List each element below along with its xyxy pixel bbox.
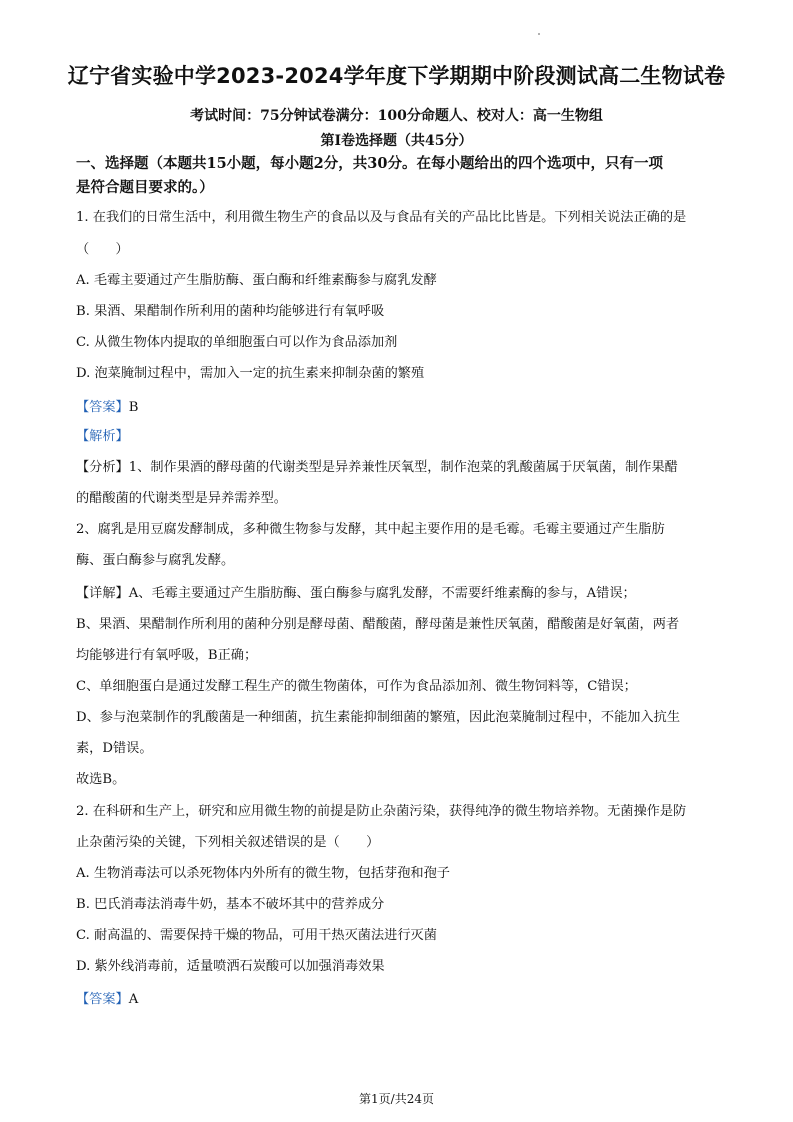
- fenxi-tag: 【分析】: [76, 460, 129, 475]
- q1-xiangjie-line-5: D、参与泡菜制作的乳酸菌是一种细菌，抗生素能抑制细菌的繁殖，因此泡菜腌制过程中，不能加入抗生: [76, 710, 681, 725]
- page-footer: 第1页/共24页: [359, 1092, 434, 1106]
- xiangjie-tag: 【详解】: [76, 586, 129, 601]
- analysis-tag: 【解析】: [76, 429, 129, 444]
- q1-answer: [76, 396, 726, 415]
- q1-xiangjie-line-2: B、果酒、果醋制作所利用的菌种分别是酵母菌、醋酸菌，酵母菌是兼性厌氧菌，醋酸菌是好氧菌，两者: [76, 617, 680, 632]
- q1-fenxi-line-1: [76, 456, 726, 475]
- exam-info: 考试时间：75分钟试卷满分：100分命题人、校对人：高一生物组: [190, 108, 603, 124]
- q1-xiangjie-line-3: 均能够进行有氧呼吸，B正确；: [76, 648, 258, 663]
- answer-value: A: [128, 992, 139, 1007]
- q2-stem-line-2: 止杂菌污染的关键，下列相关叙述错误的是（ ）: [76, 835, 380, 850]
- q1-option-b: B. 果酒、果醋制作所利用的菌种均能够进行有氧呼吸: [76, 304, 385, 319]
- q2-option-c: C. 耐高温的、需要保持干燥的物品，可用干热灭菌法进行灭菌: [76, 928, 437, 943]
- answer-tag: 【答案】: [76, 400, 129, 415]
- section-heading-line-2: 是符合题目要求的。）: [76, 179, 214, 196]
- q1-fenxi-line-4: 酶、蛋白酶参与腐乳发酵。: [76, 553, 235, 568]
- q1-conclusion: 故选B。: [76, 772, 126, 787]
- answer-tag: 【答案】: [76, 992, 129, 1007]
- q2-option-a: A. 生物消毒法可以杀死物体内外所有的微生物，包括芽孢和孢子: [76, 866, 450, 881]
- q1-fenxi-line-2: 的醋酸菌的代谢类型是异养需养型。: [76, 491, 287, 506]
- section-heading-line-1: 一、选择题（本题共15小题，每小题2分，共30分。在每小题给出的四个选项中，只有一项: [76, 155, 663, 172]
- q1-option-d: D. 泡菜腌制过程中，需加入一定的抗生素来抑制杂菌的繁殖: [76, 366, 425, 381]
- speck-mark: [538, 33, 540, 35]
- q2-answer: [76, 988, 726, 1007]
- q1-fenxi-line-3: 2、腐乳是用豆腐发酵制成，多种微生物参与发酵，其中起主要作用的是毛霉。毛霉主要通过产生脂肪: [76, 522, 665, 537]
- q1-xiangjie-line-1: [76, 582, 726, 601]
- q1-stem-line-2: （ ）: [76, 242, 129, 257]
- fenxi-text: 1、制作果酒的酵母菌的代谢类型是异养兼性厌氧型，制作泡菜的乳酸菌属于厌氧菌，制作果醋: [128, 460, 678, 475]
- part-title: 第I卷选择题（共45分）: [320, 133, 473, 149]
- q2-stem-line-1: 2. 在科研和生产上，研究和应用微生物的前提是防止杂菌污染，获得纯净的微生物培养物。无菌操作是防: [76, 804, 687, 819]
- q1-analysis-tag: [76, 425, 726, 444]
- q1-xiangjie-line-4: C、单细胞蛋白是通过发酵工程生产的微生物菌体，可作为食品添加剂、微生物饲料等，C错误；: [76, 679, 637, 694]
- answer-value: B: [128, 400, 139, 415]
- q1-option-a: A. 毛霉主要通过产生脂肪酶、蛋白酶和纤维素酶参与腐乳发酵: [76, 273, 437, 288]
- q1-xiangjie-line-6: 素，D错误。: [76, 741, 153, 756]
- q1-stem-line-1: 1. 在我们的日常生活中，利用微生物生产的食品以及与食品有关的产品比比皆是。下列相关说法正确的是: [76, 210, 687, 225]
- q1-option-c: C. 从微生物体内提取的单细胞蛋白可以作为食品添加剂: [76, 335, 398, 350]
- xiangjie-text: A、毛霉主要通过产生脂肪酶、蛋白酶参与腐乳发酵，不需要纤维素酶的参与，A错误；: [128, 586, 636, 601]
- page-title: 辽宁省实验中学2023-2024学年度下学期期中阶段测试高二生物试卷: [67, 64, 726, 88]
- q2-option-b: B. 巴氏消毒法消毒牛奶，基本不破坏其中的营养成分: [76, 897, 385, 912]
- q2-option-d: D. 紫外线消毒前，适量喷洒石炭酸可以加强消毒效果: [76, 959, 385, 974]
